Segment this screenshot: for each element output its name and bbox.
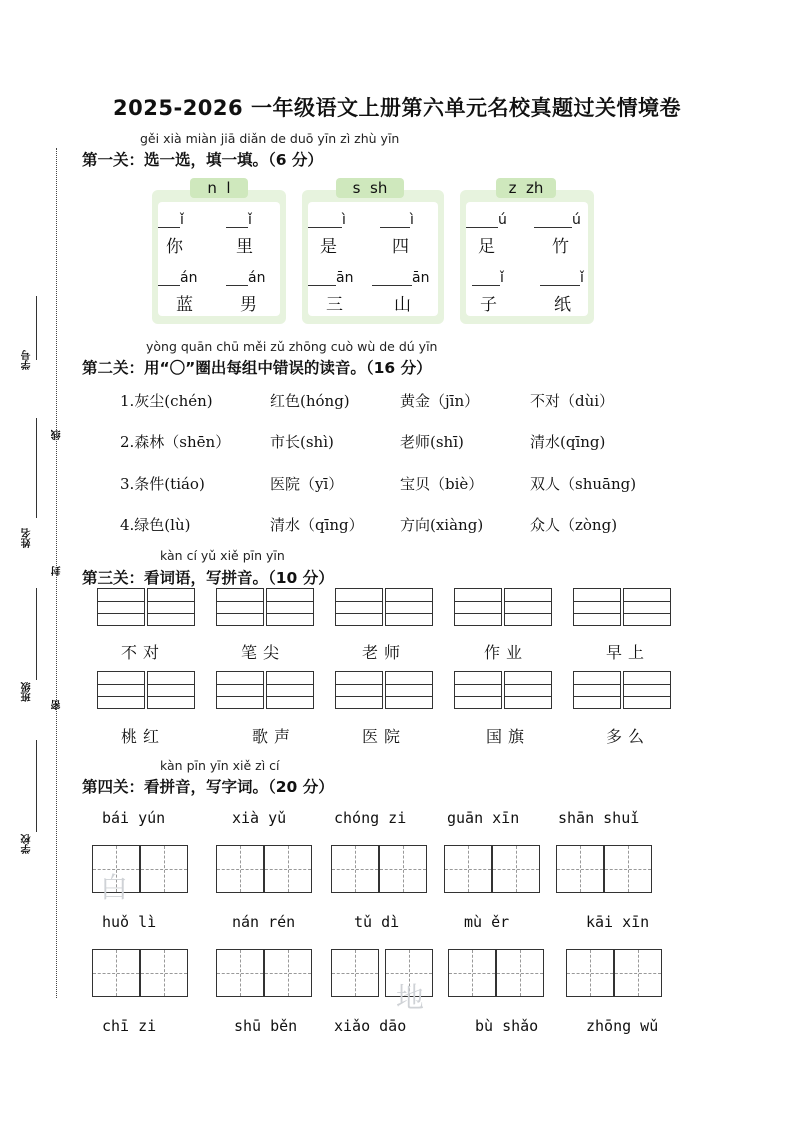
s1-char: 三 <box>326 295 343 315</box>
s4-pinyin: bù shǎo <box>475 1017 539 1035</box>
s1-blank[interactable]: ú <box>466 212 507 228</box>
s3-word: 桃红 <box>121 727 166 746</box>
name-label: 姓名 <box>22 528 33 548</box>
school-label: 学校 <box>22 834 33 854</box>
s1-char: 子 <box>480 295 497 315</box>
pinyin-grid[interactable] <box>147 671 195 709</box>
s4-pinyin: kāi xīn <box>586 913 650 931</box>
s4-pinyin: bái yún <box>102 809 166 827</box>
s1-blank[interactable]: ān <box>308 270 353 286</box>
s3-pinyin-hint: kàn cí yǔ xiě pīn yīn <box>160 548 285 563</box>
s1-char: 男 <box>240 295 257 315</box>
class-label: 班级 <box>22 682 33 702</box>
s1-blank[interactable]: án <box>226 270 265 286</box>
s2-item[interactable]: 2.森林（shēn） <box>120 433 231 451</box>
s4-pinyin: xià yǔ <box>232 809 287 827</box>
writing-grid[interactable] <box>264 845 312 893</box>
watermark-char: 地 <box>396 981 425 1014</box>
writing-grid[interactable] <box>448 949 496 997</box>
binding-word-feng: 封 <box>52 566 63 576</box>
student-id-label: 学号 <box>22 350 33 370</box>
s2-item[interactable]: 不对（dùi） <box>530 392 615 410</box>
writing-grid[interactable] <box>331 949 379 997</box>
s3-title: 第三关：看词语，写拼音。（10 分） <box>82 569 334 587</box>
pinyin-grid[interactable] <box>573 588 621 626</box>
s2-item[interactable]: 黄金（jīn） <box>400 392 480 410</box>
s1-char: 是 <box>320 237 337 257</box>
s1-blank[interactable]: án <box>158 270 197 286</box>
pinyin-grid[interactable] <box>335 671 383 709</box>
writing-grid[interactable] <box>331 845 379 893</box>
s4-pinyin: xiǎo dāo <box>334 1017 407 1035</box>
s1-group-1-tab: n l <box>190 178 248 198</box>
s4-pinyin-hint: kàn pīn yīn xiě zì cí <box>160 758 280 773</box>
s2-item[interactable]: 宝贝（biè） <box>400 475 484 493</box>
s1-char: 竹 <box>552 237 569 257</box>
writing-grid[interactable] <box>140 845 188 893</box>
s2-item[interactable]: 医院（yī） <box>270 475 344 493</box>
writing-grid[interactable] <box>556 845 604 893</box>
writing-grid[interactable] <box>92 949 140 997</box>
s4-pinyin: guān xīn <box>447 809 520 827</box>
pinyin-grid[interactable] <box>266 588 314 626</box>
binding-word-xian: 线 <box>52 430 63 440</box>
s1-blank[interactable]: ì <box>308 212 346 228</box>
writing-grid[interactable] <box>566 949 614 997</box>
s1-blank[interactable]: ān <box>372 270 429 286</box>
pinyin-grid[interactable] <box>573 671 621 709</box>
pinyin-grid[interactable] <box>335 588 383 626</box>
s2-item[interactable]: 1.灰尘(chén) <box>120 392 213 410</box>
s1-char: 蓝 <box>176 295 193 315</box>
s1-blank[interactable]: ǐ <box>226 212 252 228</box>
s3-word: 早上 <box>606 643 651 662</box>
writing-grid[interactable] <box>216 845 264 893</box>
s1-char: 你 <box>166 237 183 257</box>
pinyin-grid[interactable] <box>454 671 502 709</box>
s3-word: 多么 <box>606 727 651 746</box>
s2-item[interactable]: 众人（zòng) <box>530 516 618 534</box>
writing-grid[interactable] <box>604 845 652 893</box>
s1-blank[interactable]: ǐ <box>540 270 584 286</box>
s2-item[interactable]: 3.条件(tiáo) <box>120 475 205 493</box>
s3-word: 国旗 <box>486 727 531 746</box>
pinyin-grid[interactable] <box>385 671 433 709</box>
s2-item[interactable]: 清水(qīng) <box>530 433 606 451</box>
s1-char: 里 <box>236 237 253 257</box>
s1-group-1 <box>152 190 286 324</box>
pinyin-grid[interactable] <box>97 671 145 709</box>
s4-pinyin: shān shuǐ <box>558 809 640 827</box>
s1-group-2-tab: s sh <box>336 178 404 198</box>
s1-group-2 <box>302 190 444 324</box>
class-line <box>36 588 37 680</box>
s2-title: 第二关：用“〇”圈出每组中错误的读音。（16 分） <box>82 359 432 377</box>
pinyin-grid[interactable] <box>504 671 552 709</box>
pinyin-grid[interactable] <box>266 671 314 709</box>
pinyin-grid[interactable] <box>623 588 671 626</box>
s1-pinyin-hint: gěi xià miàn jiā diǎn de duō yīn zì zhù yīn <box>140 131 400 146</box>
writing-grid[interactable] <box>140 949 188 997</box>
s1-char: 山 <box>394 295 411 315</box>
pinyin-grid[interactable] <box>385 588 433 626</box>
s4-pinyin: huǒ lì <box>102 913 157 931</box>
s3-word: 老师 <box>362 643 407 662</box>
s1-char: 纸 <box>554 295 571 315</box>
watermark-char: 白 <box>100 871 129 904</box>
writing-grid[interactable] <box>264 949 312 997</box>
pinyin-grid[interactable] <box>454 588 502 626</box>
s2-pinyin-hint: yòng quān chū měi zǔ zhōng cuò wù de dú yīn <box>146 339 438 354</box>
s4-pinyin: chī zi <box>102 1017 157 1035</box>
school-line <box>36 740 37 832</box>
writing-grid[interactable] <box>216 949 264 997</box>
pinyin-grid[interactable] <box>147 588 195 626</box>
writing-grid[interactable] <box>614 949 662 997</box>
s1-blank[interactable]: ì <box>380 212 414 228</box>
s4-pinyin: shū běn <box>234 1017 298 1035</box>
s3-word: 笔尖 <box>241 643 286 662</box>
s1-char: 足 <box>478 237 495 257</box>
pinyin-grid[interactable] <box>216 588 264 626</box>
pinyin-grid[interactable] <box>216 671 264 709</box>
s1-blank[interactable]: ǐ <box>158 212 184 228</box>
s2-item[interactable]: 双人（shuāng) <box>530 475 637 493</box>
s1-group-3-tab: z zh <box>496 178 556 198</box>
pinyin-grid[interactable] <box>97 588 145 626</box>
s1-blank[interactable]: ǐ <box>472 270 504 286</box>
binding-word-mi: 密 <box>52 700 63 710</box>
s4-pinyin: nán rén <box>232 913 296 931</box>
s2-item[interactable]: 市长(shì) <box>270 433 334 451</box>
s2-item[interactable]: 清水（qīng） <box>270 516 364 534</box>
s4-pinyin: zhōng wǔ <box>586 1017 659 1035</box>
s2-item[interactable]: 4.绿色(lù) <box>120 516 191 534</box>
s1-blank[interactable]: ú <box>534 212 581 228</box>
name-line <box>36 418 37 518</box>
s3-word: 歌声 <box>252 727 297 746</box>
writing-grid[interactable] <box>379 845 427 893</box>
writing-grid[interactable] <box>496 949 544 997</box>
s4-pinyin: mù ěr <box>464 913 510 931</box>
s2-item[interactable]: 方向(xiàng) <box>400 516 484 534</box>
page-title: 2025-2026 一年级语文上册第六单元名校真题过关情境卷 <box>113 96 681 120</box>
s4-pinyin: chóng zi <box>334 809 407 827</box>
pinyin-grid[interactable] <box>504 588 552 626</box>
pinyin-grid[interactable] <box>623 671 671 709</box>
writing-grid[interactable] <box>444 845 492 893</box>
s1-char: 四 <box>392 237 409 257</box>
s2-item[interactable]: 老师(shī) <box>400 433 464 451</box>
s1-title: 第一关：选一选，填一填。（6 分） <box>82 151 323 169</box>
s4-pinyin: tǔ dì <box>354 913 400 931</box>
s4-title: 第四关：看拼音，写字词。（20 分） <box>82 778 334 796</box>
s3-word: 医院 <box>362 727 407 746</box>
s2-item[interactable]: 红色(hóng) <box>270 392 350 410</box>
s3-word: 作业 <box>484 643 529 662</box>
s3-word: 不对 <box>121 643 166 662</box>
writing-grid[interactable] <box>492 845 540 893</box>
